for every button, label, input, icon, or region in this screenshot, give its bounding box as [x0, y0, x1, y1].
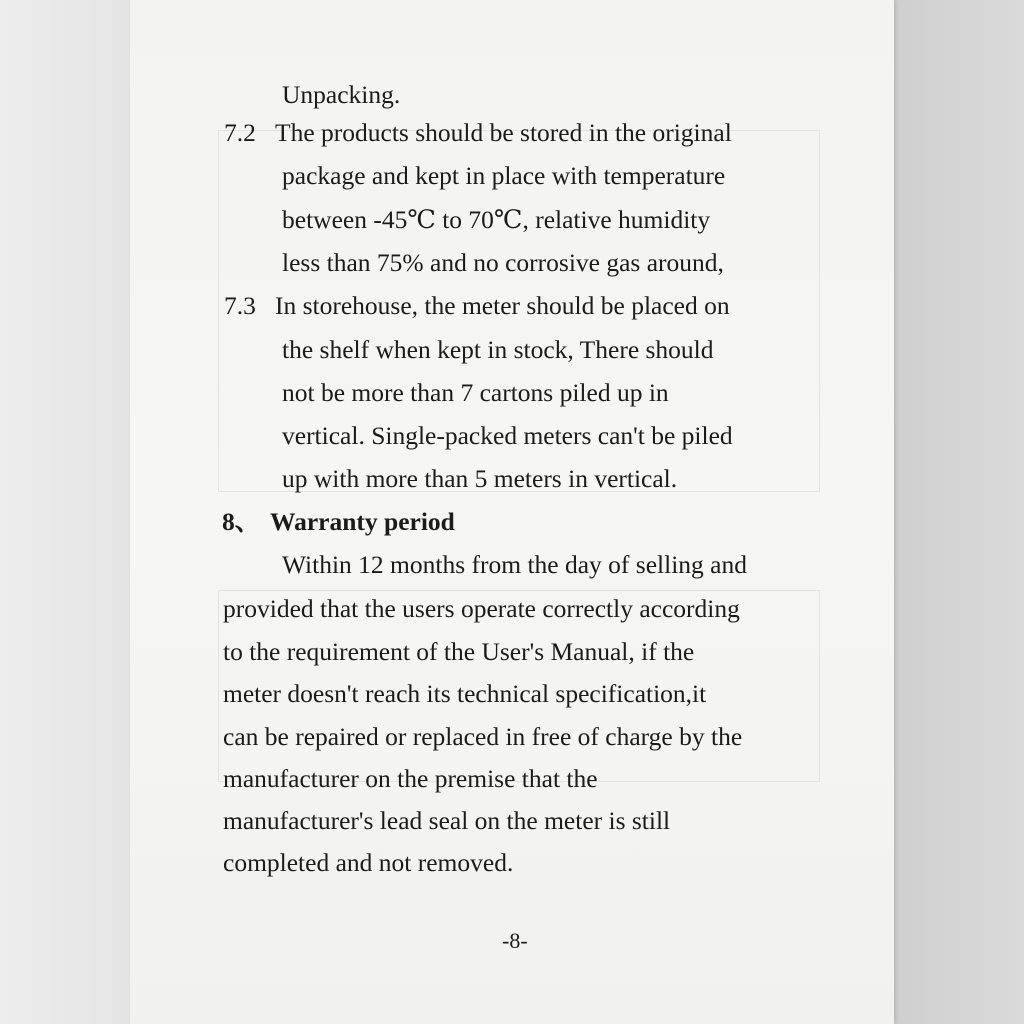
paragraph-line: completed and not removed.: [223, 848, 514, 877]
item-line: The products should be stored in the original: [275, 118, 732, 147]
intro-line: Unpacking.: [282, 80, 401, 109]
item-line: between -45℃ to 70℃, relative humidity: [282, 205, 711, 234]
paragraph-line: manufacturer's lead seal on the meter is still: [223, 806, 671, 835]
section-number: 8、: [222, 507, 261, 536]
item-line: vertical. Single-packed meters can't be piled: [282, 421, 733, 450]
paragraph-line: provided that the users operate correctly according: [223, 594, 740, 623]
item-line: not be more than 7 cartons piled up in: [282, 378, 669, 407]
item-line: package and kept in place with temperature: [282, 161, 726, 190]
item-line: up with more than 5 meters in vertical.: [282, 464, 678, 493]
section-title: Warranty period: [270, 507, 455, 536]
paragraph-line: meter doesn't reach its technical specification,it: [223, 679, 707, 708]
paragraph-line: Within 12 months from the day of selling and: [282, 550, 747, 579]
paragraph-line: can be repaired or replaced in free of charge by the: [223, 722, 743, 751]
item-number: 7.3: [224, 291, 256, 320]
paragraph-line: manufacturer on the premise that the: [223, 764, 598, 793]
page-number: -8-: [502, 928, 528, 953]
paragraph-line: to the requirement of the User's Manual, if the: [223, 637, 695, 666]
background-left: [0, 0, 130, 1024]
item-number: 7.2: [224, 118, 256, 147]
item-line: In storehouse, the meter should be placed on: [275, 291, 730, 320]
document-page: [130, 0, 894, 1024]
item-line: the shelf when kept in stock, There should: [282, 335, 714, 364]
item-line: less than 75% and no corrosive gas around,: [282, 248, 724, 277]
background-right: [894, 0, 1024, 1024]
